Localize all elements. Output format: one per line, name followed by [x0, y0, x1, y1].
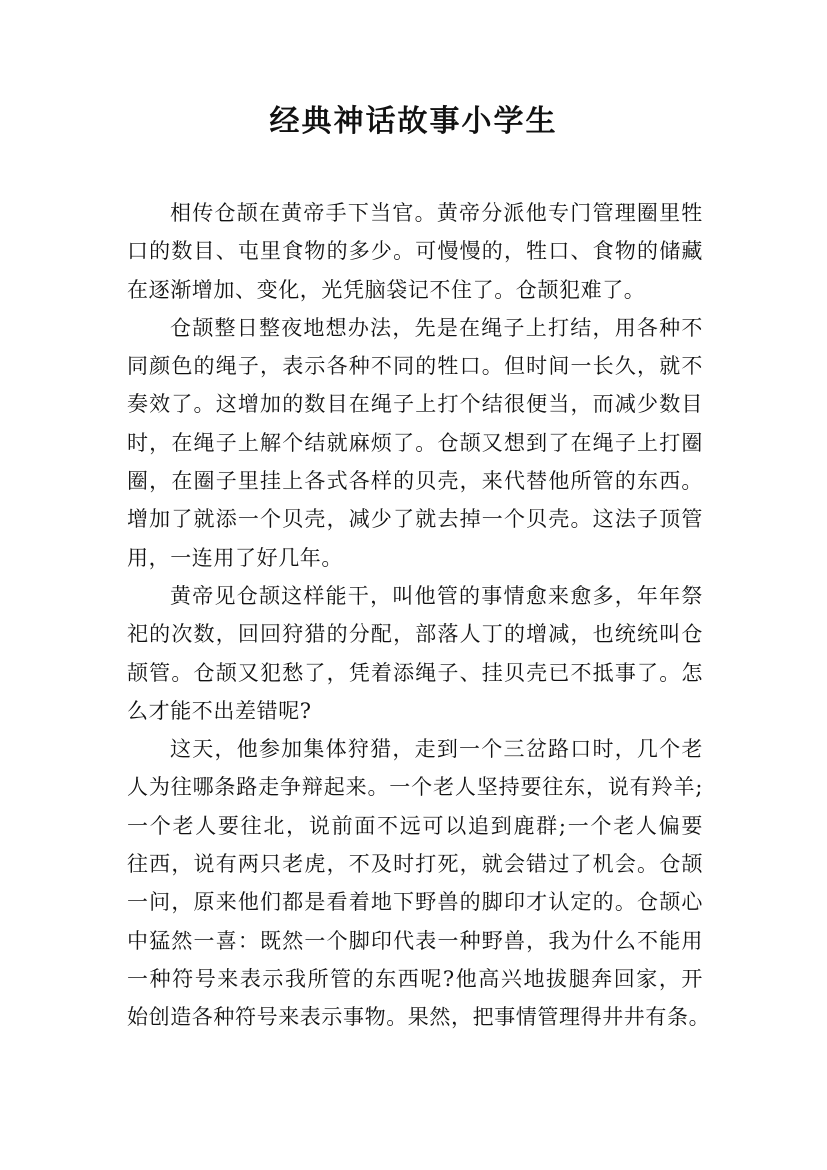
document-body — [127, 194, 711, 1037]
text-line: 增加了就添一个贝壳，减少了就去掉一个贝壳。这法子顶管 — [127, 507, 703, 532]
text-line: 一问，原来他们都是看着地下野兽的脚印才认定的。仓颉心 — [127, 890, 703, 915]
text-line: 同颜色的绳子，表示各种不同的牲口。但时间一长久，就不 — [127, 354, 703, 379]
text-line: 一个老人要往北，说前面不远可以追到鹿群;一个老人偏要 — [127, 813, 703, 838]
text-line: 一种符号来表示我所管的东西呢?他高兴地拔腿奔回家，开 — [127, 966, 703, 991]
text-line: 这天，他参加集体狩猎，走到一个三岔路口时，几个老 — [170, 737, 703, 762]
text-line: 人为往哪条路走争辩起来。一个老人坚持要往东，说有羚羊; — [127, 775, 703, 800]
text-line: 在逐渐增加、变化，光凭脑袋记不住了。仓颉犯难了。 — [127, 277, 646, 302]
text-line: 颉管。仓颉又犯愁了，凭着添绳子、挂贝壳已不抵事了。怎 — [127, 660, 703, 685]
text-line: 用，一连用了好几年。 — [127, 545, 343, 570]
document-title: 经典神话故事小学生 — [269, 104, 558, 139]
text-line: 中猛然一喜：既然一个脚印代表一种野兽，我为什么不能用 — [127, 928, 703, 953]
text-line: 相传仓颉在黄帝手下当官。黄帝分派他专门管理圈里牲 — [170, 201, 703, 225]
text-line: 圈，在圈子里挂上各式各样的贝壳，来代替他所管的东西。 — [127, 469, 703, 494]
text-line: 往西，说有两只老虎，不及时打死，就会错过了机会。仓颉 — [127, 852, 703, 877]
text-line: 仓颉整日整夜地想办法，先是在绳子上打结，用各种不 — [170, 315, 703, 340]
text-line: 奏效了。这增加的数目在绳子上打个结很便当，而减少数目 — [127, 392, 703, 417]
text-line: 始创造各种符号来表示事物。果然，把事情管理得井井有条。 — [127, 1005, 711, 1030]
text-line: 祀的次数，回回狩猎的分配，部落人丁的增减，也统统叫仓 — [127, 622, 703, 647]
text-line: 时，在绳子上解个结就麻烦了。仓颉又想到了在绳子上打圈 — [127, 430, 703, 455]
text-line: 黄帝见仓颉这样能干，叫他管的事情愈来愈多，年年祭 — [170, 583, 703, 608]
text-line: 口的数目、屯里食物的多少。可慢慢的，牲口、食物的储藏 — [127, 239, 703, 264]
text-line: 么才能不出差错呢? — [127, 698, 312, 723]
